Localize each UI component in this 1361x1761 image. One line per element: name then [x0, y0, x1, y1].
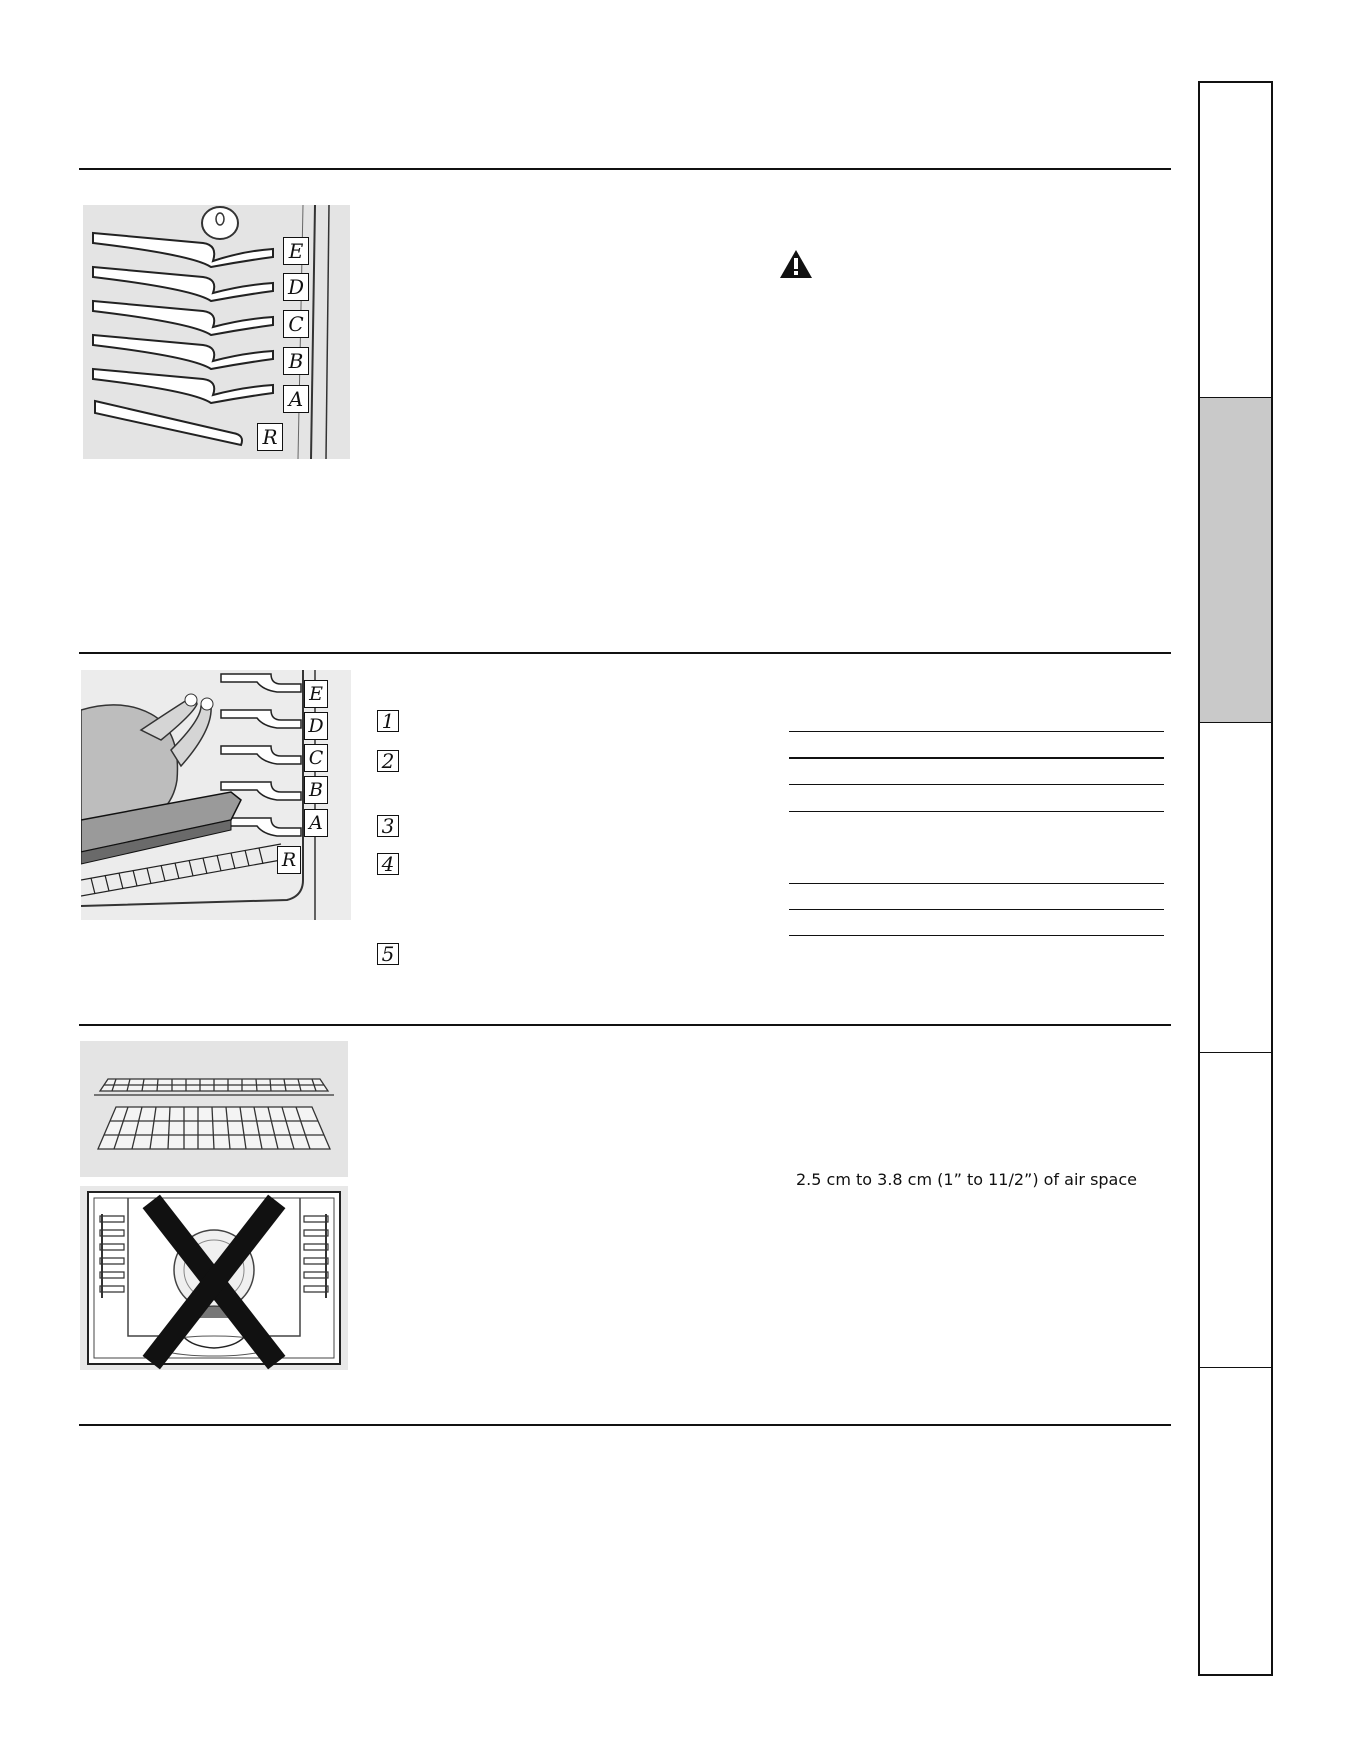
rack-label-A-2: A — [304, 809, 328, 837]
turkey-roasting-figure — [81, 670, 351, 920]
step-number-3: 3 — [377, 815, 399, 837]
rack-label-R: R — [257, 423, 283, 451]
step-number-5: 5 — [377, 943, 399, 965]
table-rule-6 — [789, 909, 1164, 910]
rack-label-B-2: B — [304, 776, 328, 804]
warning-triangle-icon — [778, 248, 814, 284]
side-tab-5[interactable] — [1200, 1368, 1271, 1674]
rack-label-A: A — [283, 385, 309, 413]
rack-label-R-2: R — [277, 846, 301, 874]
oven-racks-figure — [80, 1041, 348, 1177]
section-rule-2 — [79, 652, 1171, 654]
table-rule-2 — [789, 757, 1164, 759]
side-tab-1[interactable] — [1200, 83, 1271, 398]
side-tab-strip — [1198, 81, 1273, 1676]
rack-label-C-2: C — [304, 744, 328, 772]
rack-label-D-2: D — [304, 712, 328, 740]
rack-positions-figure — [83, 205, 350, 459]
side-tab-3[interactable] — [1200, 723, 1271, 1053]
table-rule-5 — [789, 883, 1164, 884]
rack-label-D: D — [283, 273, 309, 301]
side-tab-4[interactable] — [1200, 1053, 1271, 1368]
table-rule-3 — [789, 784, 1164, 785]
no-center-placement-figure — [80, 1186, 348, 1370]
step-number-4: 4 — [377, 853, 399, 875]
table-rule-4 — [789, 811, 1164, 812]
rack-label-E: E — [283, 237, 309, 265]
side-tab-2-active[interactable] — [1200, 398, 1271, 723]
section-rule-3 — [79, 1024, 1171, 1026]
step-number-2: 2 — [377, 750, 399, 772]
rack-label-C: C — [283, 310, 309, 338]
table-rule-1 — [789, 731, 1164, 732]
step-number-1: 1 — [377, 710, 399, 732]
rack-label-E-2: E — [304, 680, 328, 708]
section-rule-top — [79, 168, 1171, 170]
table-rule-7 — [789, 935, 1164, 936]
rack-label-B: B — [283, 347, 309, 375]
section-rule-bottom — [79, 1424, 1171, 1426]
air-space-text: 2.5 cm to 3.8 cm (1” to 11/2”) of air space — [796, 1170, 1137, 1189]
